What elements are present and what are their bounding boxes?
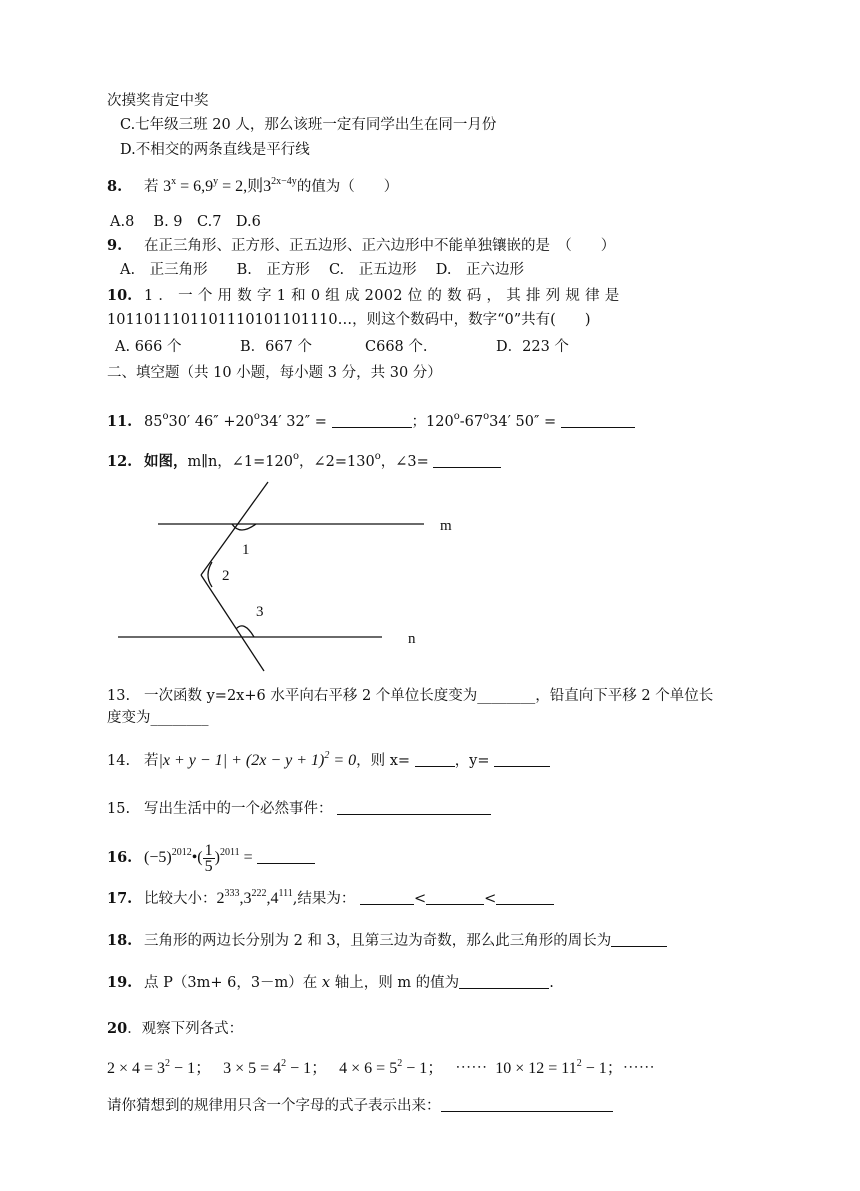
q8-number: 8. — [107, 178, 123, 195]
section-heading: 二、填空题（共 10 小题，每小题 3 分，共 30 分） — [107, 365, 442, 381]
q20-formula-1: $2 \times 4 = 3^2 - 1$； — [107, 1058, 212, 1077]
angle-2-arc — [208, 562, 212, 587]
q10-line1: 10. 1 ． 一 个 用 数 字 1 和 0 组 成 2002 位 的 数 码 ， 其 排 列 规 律 是 — [107, 287, 620, 304]
q13-number: 13. — [107, 688, 131, 704]
label-angle-2: 2 — [222, 568, 230, 584]
q7-option-c: C.七年级三班 20 人，那么该班一定有同学出生在同一月份 — [120, 117, 497, 133]
q12-number: 12. — [107, 453, 133, 470]
q9-options: A. 正三角形 B. 正方形 C. 正五边形 D. 正六边形 — [120, 262, 524, 278]
q14-number: 14. — [107, 753, 131, 769]
q16-question — [107, 843, 315, 874]
q14-equation: $|x + y - 1| + (2x - y + 1)^2 = 0$ — [158, 750, 357, 769]
q16-answer-blank[interactable] — [257, 849, 315, 864]
transversal-upper — [201, 482, 268, 575]
q18-question: 18. 三角形的两边长分别为 2 和 3，且第三边为奇数，那么此三角形的周长为 — [107, 931, 667, 951]
q8-question: 8. 若 $3^x = 6,9^y = 2$,则$3^{2x-4y}$的值为（ ） — [107, 176, 399, 195]
q20-formula-4: $10 \times 12 = 11^2 - 1$； — [495, 1058, 623, 1077]
q18-answer-blank[interactable] — [611, 932, 667, 947]
q8-expression: $3^x = 6,9^y = 2$,则$3^{2x-4y}$ — [163, 176, 297, 195]
q18-number: 18. — [107, 932, 133, 949]
q20-question: 20．观察下列各式： — [107, 1020, 244, 1037]
q19-answer-blank[interactable] — [459, 974, 549, 989]
q13-line2: 度变为________ — [107, 710, 209, 726]
q14-x-blank[interactable] — [415, 752, 455, 767]
q20-answer-blank[interactable] — [441, 1097, 613, 1112]
q17-blank-1[interactable] — [360, 890, 414, 905]
q15-answer-blank[interactable] — [337, 800, 491, 815]
q10-option-c: C668 个. — [365, 339, 428, 355]
q20-formula-2: $3 \times 5 = 4^2 - 1$； — [223, 1058, 328, 1077]
q16-expression: $(-5)^{2012}•$( $\frac{1}{5}$ )$^{2011}$ = — [144, 842, 253, 875]
q19-question: 19. 点 P（3m+ 6，3－m）在 x 轴上，则 m 的值为 . — [107, 974, 554, 991]
q17-blank-3[interactable] — [496, 890, 554, 905]
label-m: m — [440, 518, 452, 534]
label-n: n — [408, 631, 416, 647]
q7-option-d: D.不相交的两条直线是平行线 — [120, 142, 310, 158]
q8-options: A.8 B. 9 C.7 D.6 — [110, 214, 261, 230]
transversal-lower — [201, 575, 264, 671]
q10-option-d: D．223 个 — [496, 339, 569, 355]
q10-option-b: B．667 个 — [240, 339, 312, 355]
q12-question: 12. 如图，m∥n，$\angle 1=120^o$，$\angle 2=130^o$，∠3= — [107, 452, 501, 472]
label-angle-1: 1 — [242, 542, 250, 558]
q19-number: 19. — [107, 974, 133, 991]
q16-number: 16. — [107, 849, 133, 867]
q15-question: 15. 写出生活中的一个必然事件： — [107, 799, 491, 819]
q20-number: 20 — [107, 1020, 128, 1037]
q14-question: 14. 若$|x + y - 1| + (2x - y + 1)^2 = 0$，则 x= ，y= — [107, 751, 550, 771]
q17-question: 17. 比较大小：$2^{333},3^{222},4^{111}$,结果为： < < — [107, 889, 554, 909]
q20-formulas: $2 \times 4 = 3^2 - 1$； $3 \times 5 = 4^2 - 1$； $4 \times 6 = 5^2 - 1$； ⋯⋯ $10 \times 12 = 11^2 - 1$；⋯⋯ — [107, 1058, 655, 1077]
q7-continuation: 次摸奖肯定中奖 — [107, 93, 209, 109]
q20-ask: 请你猜想到的规律用只含一个字母的式子表示出来： — [107, 1096, 613, 1116]
label-angle-3: 3 — [256, 604, 264, 620]
q13-line1: 13. 一次函数 y=2x+6 水平向右平移 2 个单位长度变为________，铅直向下平移 2 个单位长 — [107, 688, 714, 704]
q20-formula-3: $4 \times 6 = 5^2 - 1$； — [339, 1058, 444, 1077]
q17-number: 17. — [107, 890, 133, 907]
q9-text: 在正三角形、正方形、正五边形、正六边形中不能单独镶嵌的是 （ ） — [144, 238, 616, 254]
q9-number: 9. — [107, 237, 123, 254]
q17-blank-2[interactable] — [426, 890, 484, 905]
q15-number: 15. — [107, 801, 131, 817]
q10-number: 10. — [107, 287, 133, 304]
q14-y-blank[interactable] — [494, 752, 550, 767]
q10-option-a: A. 666 个 — [115, 339, 182, 355]
q10-line2: 1011011101101110101101110…，则这个数码中，数字“0”共有( ) — [107, 312, 591, 328]
q11-question: 11. 85$^o$30′ $46'' +20^o34'$ 32″ = ；120$^o$-67$^o$34′ 50″ = — [107, 412, 635, 432]
q11-number: 11. — [107, 413, 133, 430]
